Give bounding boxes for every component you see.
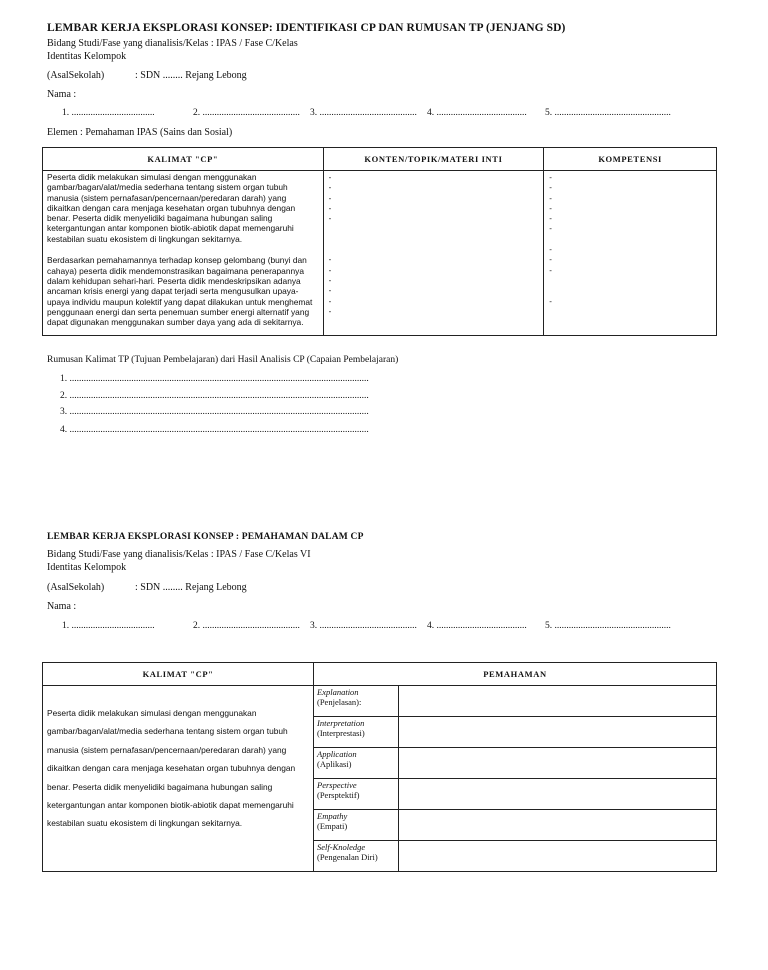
nama-slot-4[interactable]: 4. ...................................... xyxy=(427,621,527,631)
answer-cell-self-knowledge[interactable] xyxy=(399,841,717,872)
dash-item: - xyxy=(328,214,332,224)
worksheet-1-title: LEMBAR KERJA EKSPLORASI KONSEP: IDENTIFIKASI CP DAN RUMUSAN TP (JENJANG SD) xyxy=(47,22,566,34)
dash-item: - xyxy=(328,255,332,265)
dash-item: - xyxy=(549,245,552,255)
label-en: Perspective xyxy=(317,780,357,790)
kompetensi-dash-list xyxy=(544,171,716,307)
answer-cell-interpretation[interactable] xyxy=(399,717,717,748)
answer-cell-explanation[interactable] xyxy=(399,686,717,717)
dash-item: - xyxy=(328,296,332,306)
rumusan-item-2[interactable]: 2. .............................................................................................................................. xyxy=(60,391,369,401)
worksheet-1-identitas: Identitas Kelompok xyxy=(47,51,127,62)
cp-analysis-table xyxy=(42,147,717,336)
nama-slot-1[interactable]: 1. ................................... xyxy=(62,108,155,118)
dash-item: - xyxy=(328,306,332,316)
label-id: (Aplikasi) xyxy=(317,759,352,769)
dash-item: - xyxy=(328,173,332,182)
answer-cell-application[interactable] xyxy=(399,748,717,779)
worksheet-1-asal-value: : SDN ........ Rejang Lebong xyxy=(135,70,247,81)
label-id: (Empati) xyxy=(317,821,348,831)
rumusan-item-4[interactable]: 4. .............................................................................................................................. xyxy=(60,425,369,435)
label-en: Application xyxy=(317,749,357,759)
worksheet-2-nama-label: Nama : xyxy=(47,601,77,612)
dash-item: - xyxy=(328,203,332,213)
worksheet-2-asal-label: (AsalSekolah) xyxy=(47,582,105,593)
dash-item: - xyxy=(549,193,552,203)
dash-item: - xyxy=(328,286,332,296)
header-kompetensi: KOMPETENSI xyxy=(544,148,717,171)
label-en: Explanation xyxy=(317,687,359,697)
dash-item: - xyxy=(328,265,332,275)
rumusan-item-1[interactable]: 1. .............................................................................................................................. xyxy=(60,374,369,384)
worksheet-1-nama-label: Nama : xyxy=(47,89,77,100)
label-en: Interpretation xyxy=(317,718,365,728)
pemahaman-label-explanation xyxy=(314,686,399,717)
konten-cell[interactable] xyxy=(323,171,544,336)
worksheet-1-asal-label: (AsalSekolah) xyxy=(47,70,105,81)
label-id: (Persptektif) xyxy=(317,790,360,800)
dash-item: - xyxy=(549,296,552,306)
dash-item: - xyxy=(549,224,552,234)
cp-text-cell: Peserta didik melakukan simulasi dengan menggunakan gambar/bagan/alat/media sederhana tentang sistem organ tubuh manusia (sistem pernafasan/pencernaan/peredaran darah) yang dikaitkan dengan cara menjaga kesehatan organ tubuhnya dengan benar. Peserta didik menyelidiki bagaimana hubungan saling ketergantungan antar komponen biotik-abiotik dapat memengaruhi kestabilan suatu ekosistem di lingkungan sekitarnya. xyxy=(43,686,314,872)
worksheet-2-identitas: Identitas Kelompok xyxy=(47,562,127,573)
nama-slot-5[interactable]: 5. ................................................. xyxy=(545,621,671,631)
worksheet-2-asal-value: : SDN ........ Rejang Lebong xyxy=(135,582,247,593)
nama-slot-2[interactable]: 2. ......................................... xyxy=(193,621,300,631)
nama-slot-3[interactable]: 3. ......................................... xyxy=(310,621,417,631)
pemahaman-label-empathy xyxy=(314,810,399,841)
dash-item: - xyxy=(328,193,332,203)
pemahaman-label-application xyxy=(314,748,399,779)
dash-item: - xyxy=(328,183,332,193)
worksheet-1-bidang: Bidang Studi/Fase yang dianalisis/Kelas : IPAS / Fase C/Kelas xyxy=(47,38,298,49)
label-en: Self-Knoledge xyxy=(317,842,366,852)
answer-cell-perspective[interactable] xyxy=(399,779,717,810)
pemahaman-label-self-knowledge xyxy=(314,841,399,872)
worksheet-2-title: LEMBAR KERJA EKSPLORASI KONSEP : PEMAHAMAN DALAM CP xyxy=(47,532,364,542)
header-pemahaman: PEMAHAMAN xyxy=(314,663,717,686)
header-konten: KONTEN/TOPIK/MATERI INTI xyxy=(323,148,544,171)
header-kalimat-cp: KALIMAT "CP" xyxy=(43,148,324,171)
rumusan-title: Rumusan Kalimat TP (Tujuan Pembelajaran) dari Hasil Analisis CP (Capaian Pembelajaran) xyxy=(47,355,399,365)
cp-text-cell xyxy=(43,171,324,336)
worksheet-2-bidang: Bidang Studi/Fase yang dianalisis/Kelas : IPAS / Fase C/Kelas VI xyxy=(47,549,311,560)
dash-item: - xyxy=(549,214,552,224)
worksheet-1-elemen: Elemen : Pemahaman IPAS (Sains dan Sosial) xyxy=(47,127,233,138)
dash-item: - xyxy=(328,275,332,285)
cp-paragraph-2: Berdasarkan pemahamannya terhadap konsep gelombang (bunyi dan cahaya) peserta didik mendemonstrasikan bagaimana penerapannya dalam kehidupan sehari-hari. Peserta didik mendeskripsikan adanya ancaman krisis energi yang dapat terjadi serta mengusulkan upaya- upaya individu maupun kolektif yang dapat dilakukan untuk menghemat penggunaan energi dan serta penemuan sumber energi alternatif yang dapat digunakan menggunakan sumber daya yang ada di sekitarnya. xyxy=(47,255,313,328)
dash-item: - xyxy=(549,173,552,182)
label-en: Empathy xyxy=(317,811,348,821)
answer-cell-empathy[interactable] xyxy=(399,810,717,841)
pemahaman-table xyxy=(42,662,717,872)
pemahaman-label-interpretation xyxy=(314,717,399,748)
rumusan-item-3[interactable]: 3. .............................................................................................................................. xyxy=(60,407,369,417)
label-id: (Penjelasan): xyxy=(317,697,362,707)
nama-slot-2[interactable]: 2. ......................................... xyxy=(193,108,300,118)
label-id: (Interprestasi) xyxy=(317,728,365,738)
konten-dash-list xyxy=(324,171,544,317)
header-kalimat-cp: KALIMAT "CP" xyxy=(43,663,314,686)
nama-slot-4[interactable]: 4. ...................................... xyxy=(427,108,527,118)
dash-item: - xyxy=(549,255,552,265)
dash-item: - xyxy=(549,203,552,213)
kompetensi-cell[interactable] xyxy=(544,171,717,336)
nama-slot-5[interactable]: 5. ................................................. xyxy=(545,108,671,118)
pemahaman-label-perspective xyxy=(314,779,399,810)
nama-slot-1[interactable]: 1. ................................... xyxy=(62,621,155,631)
nama-slot-3[interactable]: 3. ......................................... xyxy=(310,108,417,118)
cp-paragraph-1: Peserta didik melakukan simulasi dengan menggunakan gambar/bagan/alat/media sederhana tentang sistem organ tubuh manusia (sistem pernafasan/pencernaan/peredaran darah) yang dikaitkan dengan cara menjaga kesehatan organ tubuhnya dengan benar. Peserta didik menyelidiki bagaimana hubungan saling ketergantungan antar komponen biotik-abiotik dapat memengaruhi kestabilan suatu ekosistem di lingkungan sekitarnya. xyxy=(47,172,296,244)
dash-item: - xyxy=(549,183,552,193)
dash-item: - xyxy=(549,265,552,275)
label-id: (Pengenalan Diri) xyxy=(317,852,378,862)
